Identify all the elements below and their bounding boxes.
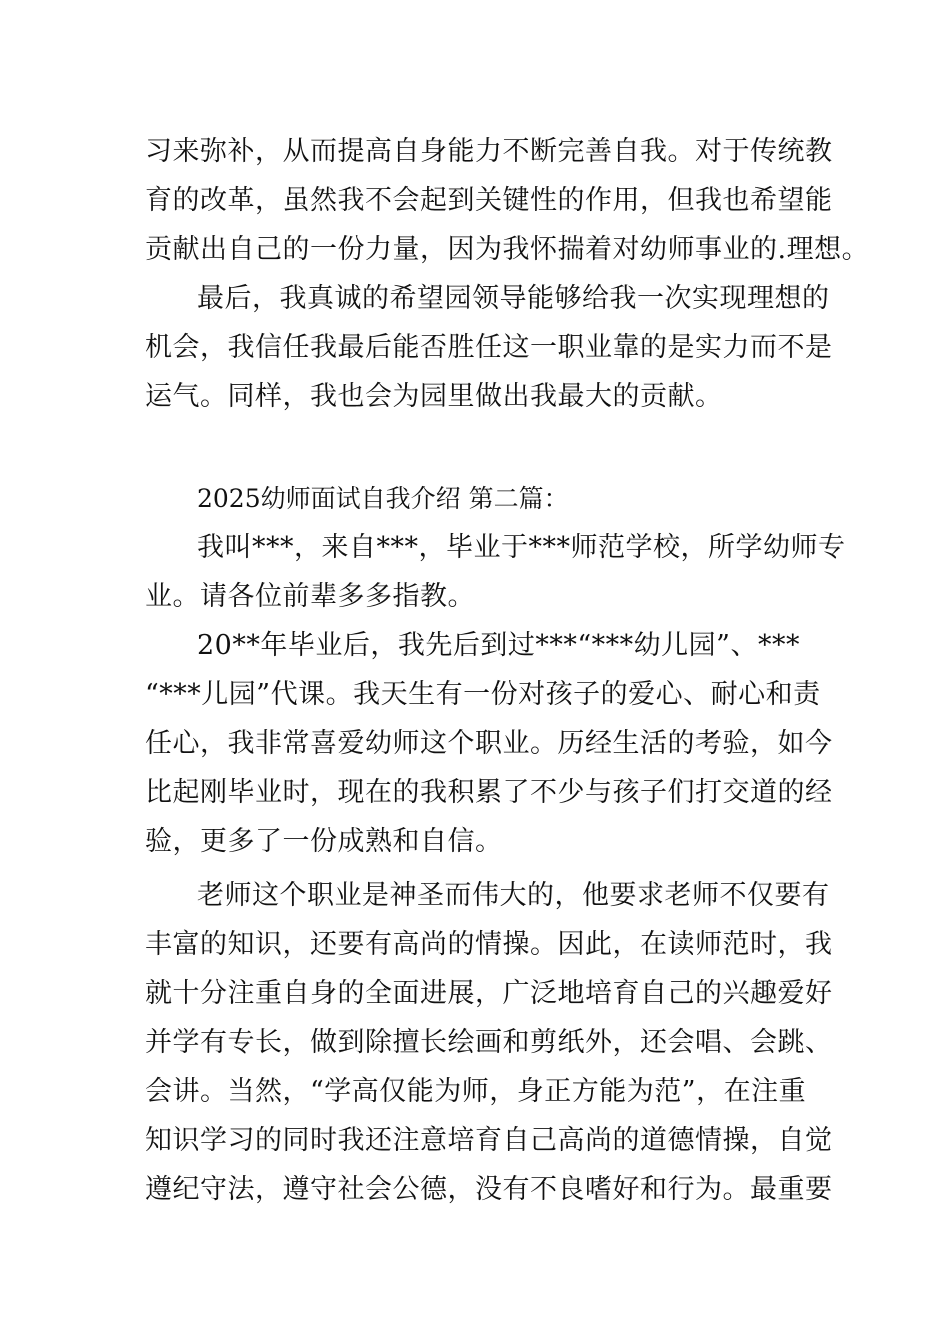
text-line: 我叫***，来自***，毕业于***师范学校，所学幼师专 <box>197 532 846 563</box>
text-line: 育的改革，虽然我不会起到关键性的作用，但我也希望能 <box>145 185 833 216</box>
section-heading: 2025幼师面试自我介绍 第二篇： <box>197 484 569 513</box>
text-line: 机会，我信任我最后能否胜任这一职业靠的是实力而不是 <box>145 332 833 363</box>
text-line: 比起刚毕业时，现在的我积累了不少与孩子们打交道的经 <box>145 777 833 808</box>
text-line: 知识学习的同时我还注意培育自己高尚的道德情操，自觉 <box>145 1125 833 1156</box>
text-line: 会讲。当然，“学高仅能为师，身正方能为范”，在注重 <box>145 1076 807 1107</box>
text-line: 20**年毕业后，我先后到过***“***幼儿园”、*** <box>197 630 800 661</box>
text-line: 习来弥补，从而提高自身能力不断完善自我。对于传统教 <box>145 136 833 167</box>
text-line: 最后，我真诚的希望园领导能够给我一次实现理想的 <box>197 283 830 314</box>
text-line: 遵纪守法，遵守社会公德，没有不良嗜好和行为。最重要 <box>145 1174 833 1205</box>
text-line: 丰富的知识，还要有高尚的情操。因此，在读师范时，我 <box>145 929 833 960</box>
text-line: 运气。同样，我也会为园里做出我最大的贡献。 <box>145 381 723 412</box>
text-line: 并学有专长，做到除擅长绘画和剪纸外，还会唱、会跳、 <box>145 1027 833 1058</box>
text-line: 任心，我非常喜爱幼师这个职业。历经生活的考验，如今 <box>145 728 833 759</box>
text-line: “***儿园”代课。我天生有一份对孩子的爱心、耐心和责 <box>145 679 821 710</box>
text-line: 就十分注重自身的全面进展，广泛地培育自己的兴趣爱好 <box>145 978 833 1009</box>
text-line: 验，更多了一份成熟和自信。 <box>145 826 503 857</box>
text-line: 贡献出自己的一份力量，因为我怀揣着对幼师事业的.理想。 <box>145 234 870 265</box>
text-line: 老师这个职业是神圣而伟大的，他要求老师不仅要有 <box>197 880 830 911</box>
text-line: 业。请各位前辈多多指教。 <box>145 581 475 612</box>
